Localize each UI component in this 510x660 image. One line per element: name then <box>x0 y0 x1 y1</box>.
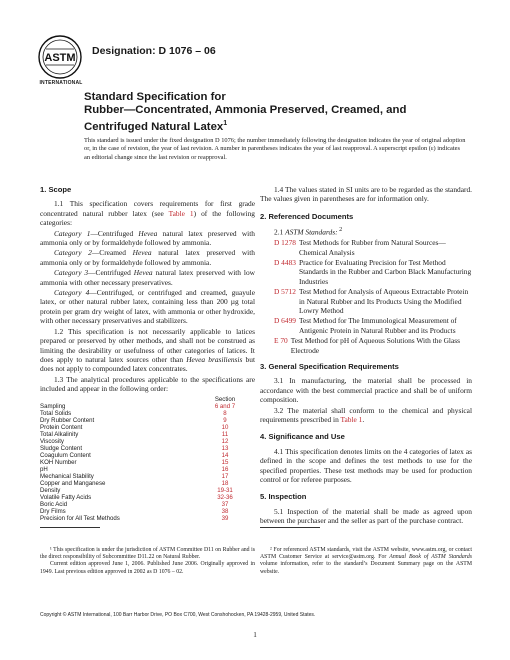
procedure-name: Total Solids <box>40 409 72 417</box>
procedure-name: Copper and Manganese <box>40 479 106 487</box>
document-title <box>84 91 444 134</box>
procedure-section-link[interactable]: 9 <box>223 416 227 424</box>
procedure-row <box>40 487 255 494</box>
reference-title: Test Method for The Immunological Measurement of Antigenic Protein in Natural Rubber and its Products <box>298 316 457 335</box>
procedure-row <box>40 445 255 452</box>
procedure-name: Coagulum Content <box>40 451 91 459</box>
procedure-section-link[interactable]: 6 and 7 <box>214 402 236 410</box>
procedure-section-link[interactable]: 38 <box>221 507 229 515</box>
procedure-row <box>40 452 255 459</box>
category-3: Category 3—Centrifuged Hevea natural latex preserved with low ammonia with other necessary preservatives. <box>40 268 255 287</box>
procedure-name: Volatile Fatty Acids <box>40 493 92 501</box>
procedure-section-link[interactable]: 39 <box>221 514 229 522</box>
title-line-3: Centrifuged Natural Latex$^1$ <box>84 120 228 133</box>
procedure-row <box>40 438 255 445</box>
table-1-link-2[interactable]: Table 1 <box>340 415 363 424</box>
procedure-row <box>40 494 255 501</box>
table-header-section: Section <box>214 395 236 403</box>
copyright-line: Copyright © ASTM International, 100 Barr Harbor Drive, PO Box C700, West Conshohocken, PA 19428-2959, United States. <box>40 612 316 618</box>
section-heading-referenced-documents: 2. Referenced Documents <box>260 211 354 221</box>
left-column <box>40 185 255 522</box>
title-line-2: Rubber—Concentrated, Ammonia Preserved, Creamed, and <box>84 104 407 116</box>
procedure-section-link[interactable]: 10 <box>221 423 229 431</box>
para-1-4: 1.4 The values stated in SI units are to be regarded as the standard. The values given in parentheses are for information only. <box>260 185 472 204</box>
designation: Designation: D 1076 – 06 <box>92 45 216 57</box>
procedure-section-link[interactable]: 8 <box>223 409 227 417</box>
para-3-1: 3.1 In manufacturing, the material shall be processed in accordance with the best commercial practice and shall be of uniform composition. <box>260 376 472 405</box>
procedure-row <box>40 403 255 410</box>
procedure-name: Dry Films <box>40 507 66 515</box>
reference-item <box>274 258 472 286</box>
procedure-row <box>40 459 255 466</box>
para-3-2: 3.2 The material shall conform to the chemical and physical requirements prescribed in Table 1. <box>260 405 472 424</box>
procedure-section-link[interactable]: 14 <box>221 451 229 459</box>
reference-title: Test Method for Analysis of Aqueous Extractable Protein in Natural Rubber and Its Products Using the Modified Lowry Method <box>298 287 469 315</box>
reference-item <box>274 336 472 355</box>
procedure-name: Viscosity <box>40 437 64 445</box>
reference-code-link[interactable]: D 1278 <box>274 238 296 248</box>
category-4: Category 4—Centrifuged, or centrifuged and creamed, guayule latex, or other natural rubber latex, containing less than 200 µg total protein per gram dry weight of latex, with ammonia or other hydroxide, with other necessary preservatives and stabilizers. <box>40 288 255 326</box>
astm-standards-label: 2.1 ASTM Standards: $^2$ <box>274 227 343 237</box>
reference-code-link[interactable]: D 6499 <box>274 316 296 326</box>
procedure-name: KOH Number <box>40 458 77 466</box>
procedure-name: Protein Content <box>40 423 83 431</box>
procedure-row <box>40 410 255 417</box>
procedure-name: pH <box>40 465 48 473</box>
title-line-1: Standard Specification for <box>84 91 226 103</box>
para-1-3: 1.3 The analytical procedures applicable to the specifications are included and appear in the following order: <box>40 374 255 394</box>
procedure-row <box>40 473 255 480</box>
svg-text:ASTM: ASTM <box>44 52 76 64</box>
reference-title: Test Methods for Rubber from Natural Sources—Chemical Analysis <box>298 238 446 257</box>
procedure-row <box>40 417 255 424</box>
reference-code-link[interactable]: D 4483 <box>274 257 296 267</box>
reference-code-link[interactable]: D 5712 <box>274 287 296 297</box>
table-1-link[interactable]: Table 1 <box>168 208 194 218</box>
procedure-section-link[interactable]: 18 <box>221 479 229 487</box>
procedure-section-link[interactable]: 32-36 <box>217 493 233 501</box>
page-number: 1 <box>253 631 257 639</box>
procedure-section-link[interactable]: 12 <box>221 437 229 445</box>
procedure-name: Sampling <box>40 402 66 410</box>
procedure-name: Density <box>40 486 61 494</box>
reference-item <box>274 316 472 335</box>
para-4-1: 4.1 This specification denotes limits on the 4 categories of latex as defined in the scope and defines the test methods to use for the specified properties. These test methods may be used for production control or for referee purposes. <box>260 446 472 485</box>
footnote-rule-left <box>40 527 100 528</box>
section-heading-scope: 1. Scope <box>40 185 72 194</box>
reference-code-link[interactable]: E 70 <box>274 336 288 346</box>
category-1: Category 1—Centrifuged Hevea natural latex preserved with ammonia only or by formaldehyde followed by ammonia. <box>40 228 255 248</box>
procedure-name: Dry Rubber Content <box>40 416 95 424</box>
procedure-section-link[interactable]: 37 <box>221 500 229 508</box>
procedure-row <box>40 431 255 438</box>
procedure-row <box>40 424 255 431</box>
issued-note: This standard is issued under the fixed designation D 1076; the number immediately following the designation indicates the year of original adoption or, in the case of revision, the year of last revision. A number in parentheses indicates the year of last reapproval. A superscript epsilon (ε) indicates an editorial change since the last revision or reapproval. <box>84 137 466 161</box>
section-heading-significance: 4. Significance and Use <box>260 432 345 442</box>
procedure-name: Total Alkalinity <box>40 430 79 438</box>
procedure-section-link[interactable]: 16 <box>221 465 229 473</box>
right-column <box>260 185 472 527</box>
procedure-row <box>40 480 255 487</box>
procedure-section-link[interactable]: 17 <box>221 472 229 480</box>
reference-item <box>274 238 472 257</box>
procedure-name: Boric Acid <box>40 500 68 508</box>
procedure-row <box>40 515 255 522</box>
procedure-row <box>40 501 255 508</box>
reference-item <box>274 287 472 315</box>
reference-list <box>260 238 472 355</box>
para-1-1: 1.1 This specification covers requirements for first grade concentrated natural rubber latex (see Table 1) of the following categories: <box>40 199 255 228</box>
footnote-2: ² For referenced ASTM standards, visit the ASTM website, www.astm.org, or contact ASTM Customer Service at service@astm.org. For Annual Book of ASTM Standards volume information, refer to the standard’s Document Summary page on the ASTM website. <box>260 547 472 575</box>
para-5-1: 5.1 Inspection of the material shall be made as agreed upon between the purchaser and the seller as part of the purchase contract. <box>260 506 472 526</box>
procedure-row <box>40 466 255 473</box>
procedure-section-link[interactable]: 19-31 <box>217 486 233 494</box>
procedure-section-link[interactable]: 13 <box>221 444 229 452</box>
procedure-section-link[interactable]: 15 <box>221 458 229 466</box>
logo-subtitle: INTERNATIONAL <box>39 80 83 86</box>
footnote-1: ¹ This specification is under the jurisdiction of ASTM Committee D11 on Rubber and is the direct responsibility of Subcommittee D11.22 on Natural Rubber. Current edition approved June 1, 2006. Published June 2006. Originally approved in 1949. Last previous edition approved in 2002 as D 1076 – 02. <box>40 547 255 575</box>
category-2: Category 2—Creamed Hevea natural latex preserved with ammonia only or by formaldehyde followed by ammonia. <box>40 248 255 267</box>
reference-title: Test Method for pH of Aqueous Solutions With the Glass Electrode <box>290 336 460 355</box>
section-heading-inspection: 5. Inspection <box>260 492 307 502</box>
procedure-table <box>40 396 255 522</box>
reference-title: Practice for Evaluating Precision for Test Method Standards in the Rubber and Carbon Black Manufacturing Industries <box>298 257 472 286</box>
procedure-name: Precision for All Test Methods <box>40 514 120 522</box>
title-footnote-mark: 1 <box>223 120 228 127</box>
para-1-2: 1.2 This specification is not necessarily applicable to latices prepared or preserved by other methods, and shall not be construed as limiting the desirability or usefulness of other categories of latices. It does apply to natural latex sources other than Hevea brasiliensis but does not apply to compounded latex concentrates. <box>40 326 255 374</box>
procedure-name: Sludge Content <box>40 444 83 452</box>
section-heading-general-requirements: 3. General Specification Requirements <box>260 361 399 371</box>
procedure-section-link[interactable]: 11 <box>221 430 229 438</box>
procedure-name: Mechanical Stability <box>40 472 94 480</box>
procedure-row <box>40 508 255 515</box>
astm-logo <box>38 35 82 79</box>
footnote-rule-right <box>260 527 320 528</box>
